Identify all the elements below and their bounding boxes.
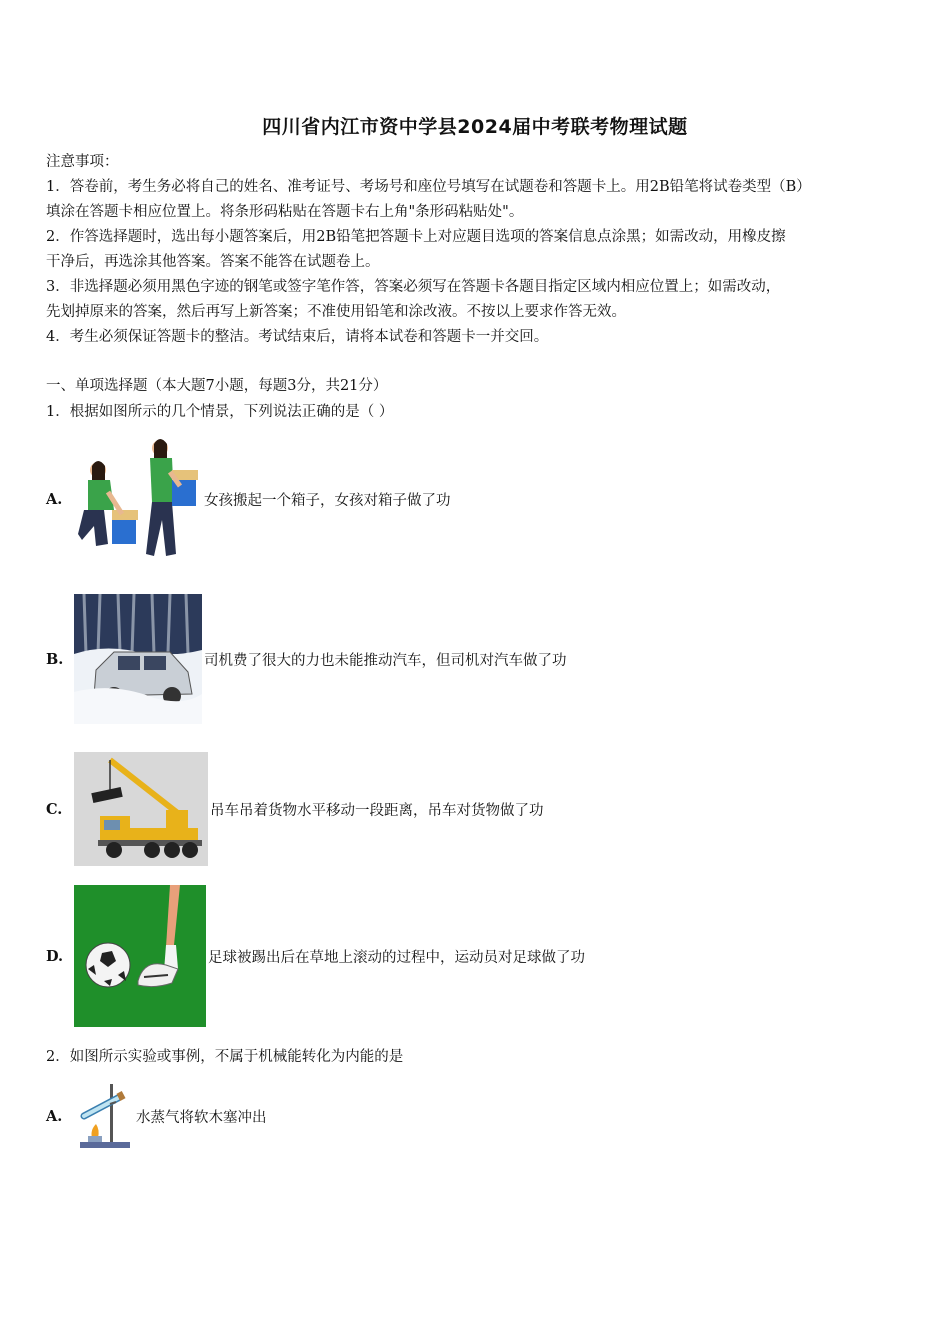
question-1-option-c xyxy=(46,752,544,866)
option-text: 司机费了很大的力也未能推动汽车，但司机对汽车做了功 xyxy=(204,652,567,669)
notice-line: 先划掉原来的答案，然后再写上新答案；不准使用铅笔和涂改液。不按以上要求作答无效。 xyxy=(46,304,626,320)
option-letter: B. xyxy=(46,650,64,668)
option-text: 水蒸气将软木塞冲出 xyxy=(136,1109,267,1126)
question-1-stem: 1．根据如图所示的几个情景，下列说法正确的是（ ） xyxy=(46,404,394,420)
steam-cork-apparatus-image xyxy=(74,1080,134,1152)
question-2-stem: 2．如图所示实验或事例，不属于机械能转化为内能的是 xyxy=(46,1049,404,1065)
option-letter: C. xyxy=(46,800,63,818)
option-letter: D. xyxy=(46,947,64,965)
car-in-snow-image xyxy=(74,594,202,724)
question-1-option-b xyxy=(46,594,567,724)
option-letter: A. xyxy=(46,1107,63,1125)
notice-line: 填涂在答题卡相应位置上。将条形码粘贴在答题卡右上角"条形码粘贴处"。 xyxy=(46,204,524,220)
notice-line: 4．考生必须保证答题卡的整洁。考试结束后，请将本试卷和答题卡一并交回。 xyxy=(46,329,549,345)
page-title: 四川省内江市资中学县2024届中考联考物理试题 xyxy=(262,116,688,138)
football-kick-image xyxy=(74,885,206,1027)
question-2-option-a xyxy=(46,1080,267,1152)
girl-lifting-box-image xyxy=(74,436,202,562)
question-1-option-a xyxy=(46,436,451,562)
option-text: 足球被踢出后在草地上滚动的过程中，运动员对足球做了功 xyxy=(208,949,585,966)
notice-heading: 注意事项： xyxy=(46,154,119,170)
notice-line: 2．作答选择题时，选出每小题答案后，用2B铅笔把答题卡上对应题目选项的答案信息点涂黑；如需改动，用橡皮擦 xyxy=(46,229,786,245)
notice-line: 3．非选择题必须用黑色字迹的钢笔或签字笔作答，答案必须写在答题卡各题目指定区域内相应位置上；如需改动， xyxy=(46,279,781,295)
option-letter: A. xyxy=(46,490,63,508)
section-heading: 一、单项选择题（本大题7小题，每题3分，共21分） xyxy=(46,378,388,394)
notice-block xyxy=(46,150,906,350)
option-text: 女孩搬起一个箱子，女孩对箱子做了功 xyxy=(204,492,451,509)
notice-line: 1．答卷前，考生务必将自己的姓名、准考证号、考场号和座位号填写在试题卷和答题卡上。用2B铅笔将试卷类型（B） xyxy=(46,179,811,195)
option-text: 吊车吊着货物水平移动一段距离，吊车对货物做了功 xyxy=(210,802,544,819)
question-1-option-d xyxy=(46,885,585,1027)
notice-line: 干净后，再选涂其他答案。答案不能答在试题卷上。 xyxy=(46,254,380,270)
crane-truck-image xyxy=(74,752,208,866)
